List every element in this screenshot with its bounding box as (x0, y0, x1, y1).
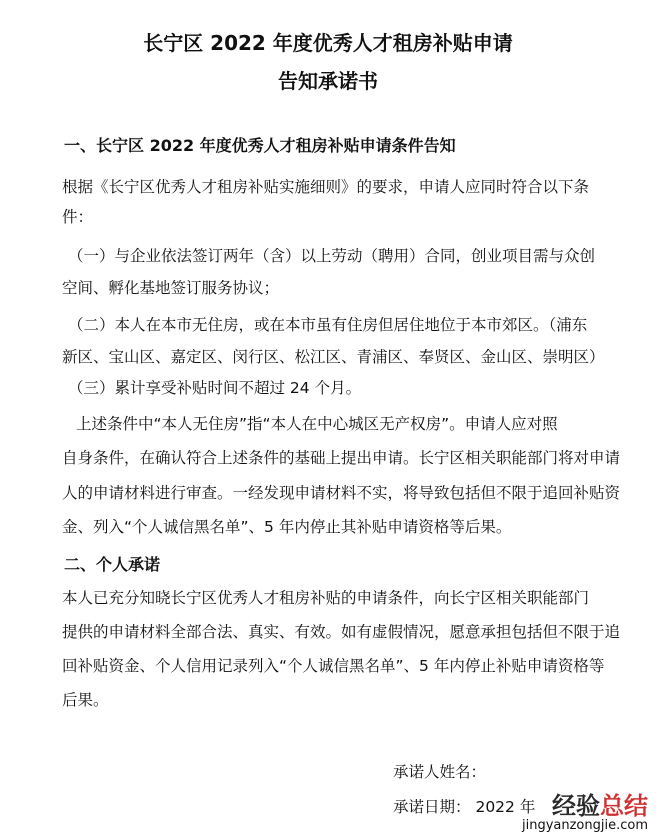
note-line1: 上述条件中“本人无住房”指“本人在中心城区无产权房”。申请人应对照 (76, 415, 558, 433)
note-line3: 人的申请材料进行审查。一经发现申请材料不实，将导致包括但不限于追回补贴资 (62, 484, 621, 502)
pledge-line1: 本人已充分知晓长宁区优秀人才租房补贴的申请条件，向长宁区相关职能部门 (62, 589, 590, 607)
section1-intro-line1: 根据《长宁区优秀人才租房补贴实施细则》的要求，申请人应同时符合以下条 (62, 178, 590, 196)
signature-date-row (393, 795, 535, 819)
pledge-line2: 提供的申请材料全部合法、真实、有效。如有虚假情况，愿意承担包括但不限于追 (62, 623, 621, 641)
condition-item-2-line1: （二）本人在本市无住房，或在本市虽有住房但居住地位于本市郊区。（浦东 (68, 316, 588, 334)
signature-date-label: 承诺日期： (393, 798, 471, 816)
watermark-url: jingyanzongjie.com (521, 818, 648, 833)
signature-date-value: 2022 年 (475, 798, 536, 816)
section1-heading: 一、长宁区 2022 年度优秀人才租房补贴申请条件告知 (64, 136, 456, 155)
site-watermark (522, 793, 648, 833)
document-title: 长宁区 2022 年度优秀人才租房补贴申请 (143, 31, 513, 55)
section1-intro-line2: 件： (62, 208, 94, 226)
pledge-line3: 回补贴资金、个人信用记录列入“个人诚信黑名单”、5 年内停止补贴申请资格等 (62, 657, 605, 675)
note-line4: 金、列入“个人诚信黑名单”、5 年内停止其补贴申请资格等后果。 (62, 518, 512, 536)
signature-name-label: 承诺人姓名： (393, 763, 487, 781)
condition-item-3: （三）累计享受补贴时间不超过 24 个月。 (68, 379, 362, 397)
section2-heading: 二、个人承诺 (64, 555, 161, 574)
watermark-text-b: 总结 (600, 791, 648, 820)
watermark-text-a: 经验 (552, 791, 600, 820)
condition-item-1-line1: （一）与企业依法签订两年（含）以上劳动（聘用）合同，创业项目需与众创 (68, 247, 596, 265)
condition-item-1-line2: 空间、孵化基地签订服务协议； (62, 279, 280, 297)
pledge-line4: 后果。 (62, 691, 109, 709)
document-subtitle: 告知承诺书 (278, 69, 378, 93)
watermark-logo (522, 793, 648, 819)
condition-item-2-line2: 新区、宝山区、嘉定区、闵行区、松江区、青浦区、奉贤区、金山区、崇明区） (62, 348, 605, 366)
note-line2: 自身条件，在确认符合上述条件的基础上提出申请。长宁区相关职能部门将对申请 (62, 449, 621, 467)
